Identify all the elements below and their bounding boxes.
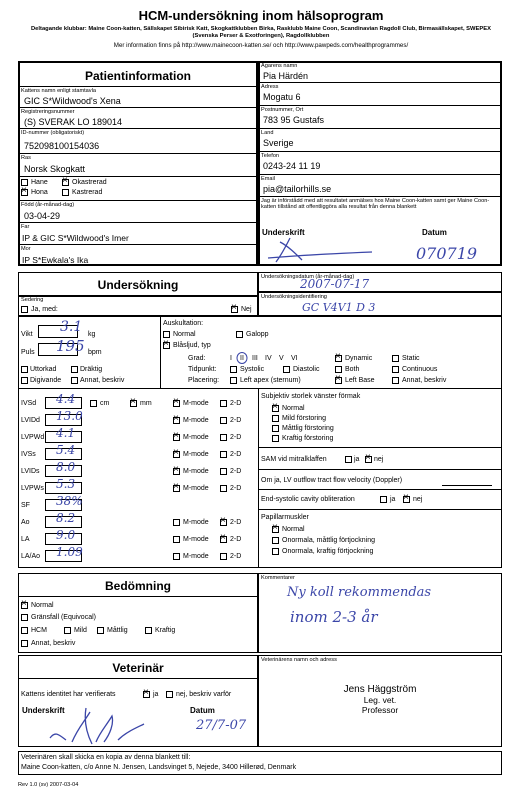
mmode-label: M-mode [183,519,209,526]
owner-date-label: Datum [422,228,447,237]
stamp-name: Jens Häggström [343,684,417,695]
left-apex-label: Left apex (sternum) [240,377,301,384]
assess-equivocal-label: Gränsfall (Equivocal) [31,614,96,621]
auscultation-label: Auskultation: [163,320,204,327]
placering-label: Placering: [188,377,220,384]
grade-2-circle [236,352,248,364]
mmode-checkbox[interactable] [173,536,180,543]
esco-label: End-systolic cavity obliteration [261,496,355,503]
exam-id: GC V4V1 D 3 [302,301,376,314]
static-checkbox[interactable] [392,355,399,362]
twod-label: 2-D [230,451,242,458]
breed-label: Ras [21,155,31,161]
twod-checkbox[interactable] [220,400,227,407]
breed: Norsk Skogkatt [24,164,86,174]
measurement-label: IVSd [21,400,37,407]
measurement-value: 13.0 [56,409,83,423]
twod-label: 2-D [230,400,242,407]
blasljud-checkbox[interactable] [163,342,170,349]
measurement-label: SF [21,502,30,509]
owner-name-label: Ägarens namn [261,63,298,69]
measurement-label: LVIDd [21,417,40,424]
measurement-label: LA/Ao [21,553,41,560]
diastolic-checkbox[interactable] [283,366,290,373]
mmode-checkbox[interactable] [173,417,180,424]
pap-normal-checkbox[interactable] [272,526,279,533]
measurement-label: LVIDs [21,468,40,475]
left-base-checkbox[interactable] [335,377,342,384]
mmode-checkbox[interactable] [173,434,180,441]
mm-label: mm [140,400,152,407]
mmode-checkbox[interactable] [173,519,180,526]
twod-label: 2-D [230,468,242,475]
sam-nej-label: nej [374,456,384,463]
sam-ja-label: ja [354,456,360,463]
grade-1[interactable]: I [230,355,232,362]
identity-ja-label: ja [153,691,159,698]
twod-checkbox[interactable] [220,553,227,560]
exam-heading: Undersökning [97,278,179,292]
pulse-label: Puls [21,349,35,356]
pap-kraftig-label: Onormala, kraftig förtjockning [282,548,374,555]
pulse-unit: bpm [88,349,102,356]
measurement-label: LVPWs [21,485,44,492]
cm-label: cm [100,400,110,407]
owner-email: pia@tailorhills.se [263,184,332,194]
measurement-value: 8.0 [56,460,76,474]
owner-email-label: Email [261,176,275,182]
born-label: Född (år-månad-dag) [21,202,75,208]
dynamic-checkbox[interactable] [335,355,342,362]
okastrerad-checkbox[interactable] [62,179,69,186]
twod-label: 2-D [230,417,242,424]
mmode-label: M-mode [183,417,209,424]
grad-label: Grad: [188,355,206,362]
assess-kraftig-label: Kraftig [155,627,176,634]
papillar-heading: Papillarmuskler [261,514,309,521]
annat-beskriv-checkbox[interactable] [392,377,399,384]
measurement-label: Ao [21,519,30,526]
measurement-value: 38% [56,494,83,508]
twod-checkbox[interactable] [220,485,227,492]
both-label: Both [345,366,360,373]
more-info-text: Mer information finns på http://www.mainecoon-katten.se/ och http://www.pawpeds.com/healthprogrammes/ [113,42,409,49]
vet-heading: Veterinär [112,661,164,675]
systolic-checkbox[interactable] [230,366,237,373]
assess-mattlig-checkbox[interactable] [97,627,104,634]
comments-label: Kommentarer [261,575,295,581]
lv-kraftig-label: Kraftig förstoring [282,435,334,442]
grade-3[interactable]: III [252,355,258,362]
vet-signature [40,702,150,746]
lv-mattlig-label: Måttlig förstoring [282,425,334,432]
measurement-value: 4.1 [56,426,76,440]
cat-name: GIC S*Wildwood's Xena [24,96,121,106]
twod-checkbox[interactable] [220,417,227,424]
measurement-value: 1.09 [56,545,83,559]
stamp-title-1: Leg. vet. [363,695,397,705]
assess-annat-checkbox[interactable] [21,640,28,647]
twod-checkbox[interactable] [220,434,227,441]
mmode-label: M-mode [183,434,209,441]
mmode-checkbox[interactable] [173,553,180,560]
sedation-no-label: Nej [241,306,252,313]
vet-signature-label: Underskrift [22,706,65,715]
assess-normal-checkbox[interactable] [21,602,28,609]
owner-signature-label: Underskrift [262,228,305,237]
mmode-checkbox[interactable] [173,451,180,458]
diastolic-label: Diastolic [293,366,320,373]
vet-date: 27/7-07 [196,718,247,733]
esco-ja-checkbox[interactable] [380,496,387,503]
lv-mild-label: Mild förstoring [282,415,326,422]
measurement-value: 8.2 [56,511,76,525]
pap-normal-label: Normal [282,526,305,533]
assess-normal-label: Normal [31,602,54,609]
reg-number: (S) SVERAK LO 189014 [24,117,123,127]
measurement-value: 4.4 [56,392,76,406]
draktig-label: Dräktig [80,366,103,373]
twod-label: 2-D [230,519,242,526]
lv-heading: Subjektiv storlek vänster förmak [261,393,361,400]
lv-kraftig-checkbox[interactable] [272,435,279,442]
lv-mild-checkbox[interactable] [272,415,279,422]
left-apex-checkbox[interactable] [230,377,237,384]
ausc-normal-label: Normal [173,331,196,338]
okastrerad-label: Okastrerad [72,179,107,186]
uttorkad-checkbox[interactable] [21,366,28,373]
id-label: ID-nummer (obligatoriskt) [21,130,85,136]
assess-mild-checkbox[interactable] [64,627,71,634]
mother: IP S*Ewkala's Ika [22,255,89,265]
annat-label: Annat, beskriv [80,377,125,384]
left-base-label: Left Base [345,377,375,384]
sam-nej-checkbox[interactable] [365,456,372,463]
owner-phone-label: Telefon [261,153,280,159]
mm-checkbox[interactable] [130,400,137,407]
identity-nej-label: nej, beskriv varför [176,691,232,698]
hona-checkbox[interactable] [21,189,28,196]
esco-nej-checkbox[interactable] [403,496,410,503]
pap-mattlig-checkbox[interactable] [272,537,279,544]
owner-address-label: Adress [261,84,279,90]
born-date: 03-04-29 [24,211,61,221]
cat-name-label: Kattens namn enligt stamtavla [21,88,96,94]
form-title: HCM-undersökning inom hälsoprogram [138,8,384,23]
sedation-yes-label: Ja, med: [31,306,58,313]
mmode-checkbox[interactable] [173,468,180,475]
assessment-heading: Bedömning [105,579,171,593]
tidpunkt-label: Tidpunkt: [188,366,217,373]
mother-label: Mor [21,246,31,252]
weight-unit: kg [88,331,96,338]
pap-mattlig-label: Onormala, måttlig förtjockning [282,537,375,544]
annat-checkbox[interactable] [71,377,78,384]
twod-checkbox[interactable] [220,519,227,526]
vet-identity-label: Kattens identitet har verifierats [21,691,116,698]
grade-5[interactable]: V [279,355,284,362]
blasljud-label: Blåsljud, typ [173,342,211,349]
pulse-value: 195 [56,337,85,355]
weight-value: 3.1 [60,319,83,335]
clubs-text: Deltagande klubbar: Maine Coon-katten, Sällskapet Sibirisk Katt, Skogkattklubben Birka, Rasklubb Maine Coon, Scandinavian Ragdoll Club, Birmasällskapet, SWEPEX (Svenska Perser & Exotforingen), Ragdollklubben [31,26,491,39]
patient-heading: Patientinformation [84,69,191,83]
uttorkad-label: Uttorkad [30,366,57,373]
assess-equivocal-checkbox[interactable] [21,614,28,621]
twod-label: 2-D [230,536,242,543]
mmode-label: M-mode [183,536,209,543]
measurement-value: 5.4 [56,443,76,457]
identity-ja-checkbox[interactable] [143,691,150,698]
dynamic-label: Dynamic [345,355,373,362]
assess-annat-label: Annat, beskriv [31,640,76,647]
father: IP & GIC S*Wildwood's Imer [22,233,129,243]
hona-label: Hona [31,189,48,196]
consent-text: Jag är införstådd med att resultatet anmälses hos Maine Coon-katten samt ger Maine Coon-katten tillstånd att offentliggöra alla resultat från denna blankett [261,198,490,210]
sedation-no-checkbox[interactable] [231,306,238,313]
twod-checkbox[interactable] [220,451,227,458]
sam-label: SAM vid mitralklaffen [261,456,327,463]
owner-phone: 0243-24 11 19 [263,161,321,171]
footer-line-1: Veterinären skall skicka en kopia av denna blankett till: [21,754,191,761]
clinic-label: Veterinärens namn och adress [261,657,337,663]
owner-address: Mogatu 6 [263,92,301,102]
assess-hcm-label: HCM [31,627,47,634]
sedation-label: Sedering [21,297,44,303]
kastrerad-label: Kastrerad [72,189,103,196]
lv-normal-label: Normal [282,405,305,412]
galopp-label: Galopp [246,331,269,338]
grade-2[interactable]: II [240,355,244,362]
assess-mild-label: Mild [74,627,87,634]
annat-beskriv-label: Annat, beskriv [402,377,447,384]
digivande-checkbox[interactable] [21,377,28,384]
grade-6[interactable]: VI [291,355,298,362]
measurement-label: IVSs [21,451,36,458]
owner-name: Pia Härdén [263,71,309,81]
owner-country: Sverige [263,138,294,148]
continuous-label: Continuous [402,366,438,373]
twod-checkbox[interactable] [220,468,227,475]
identity-nej-checkbox[interactable] [166,691,173,698]
mmode-label: M-mode [183,451,209,458]
stamp-title-2: Professor [361,705,399,715]
comment-line-2: inom 2-3 år [290,608,378,626]
pap-kraftig-checkbox[interactable] [272,548,279,555]
exam-date-label: Undersökningsdatum (år-månad-dag) [261,274,355,280]
mmode-checkbox[interactable] [173,485,180,492]
cm-checkbox[interactable] [90,400,97,407]
both-checkbox[interactable] [335,366,342,373]
exam-date: 2007-07-17 [300,277,370,291]
assess-hcm-checkbox[interactable] [21,627,28,634]
digivande-label: Digivande [30,377,62,384]
ausc-normal-checkbox[interactable] [163,331,170,338]
mmode-label: M-mode [183,553,209,560]
draktig-checkbox[interactable] [71,366,78,373]
kastrerad-checkbox[interactable] [62,189,69,196]
measurement-label: LVPWd [21,434,45,441]
hane-label: Hane [31,179,48,186]
grade-4[interactable]: IV [265,355,272,362]
mmode-label: M-mode [183,485,209,492]
esco-ja-label: ja [390,496,396,503]
twod-checkbox[interactable] [220,536,227,543]
measurement-label: LA [21,536,30,543]
sam-ja-checkbox[interactable] [345,456,352,463]
twod-label: 2-D [230,434,242,441]
revision-text: Rev 1.0 (sv) 2007-03-04 [18,782,79,788]
lvot-label: Om ja, LV outflow tract flow velocity (Doppler) [261,477,403,484]
owner-postal: 783 95 Gustafs [263,115,325,125]
assess-kraftig-checkbox[interactable] [145,627,152,634]
twod-label: 2-D [230,485,242,492]
footer-line-2: Maine Coon-katten, c/o Anne N. Jensen, Landsvinget 5, Nejede, 3400 Hillerød, Denmark [21,764,297,771]
assess-mattlig-label: Måttlig [107,627,128,634]
static-label: Static [402,355,420,362]
mmode-checkbox[interactable] [173,400,180,407]
exam-id-label: Undersökningsidentifiering [261,294,327,300]
lv-normal-checkbox[interactable] [272,405,279,412]
comment-line-1: Ny koll rekommendas [287,585,432,600]
owner-signature [262,236,382,264]
reg-label: Registreringsnummer [21,109,75,115]
owner-date: 070719 [416,244,478,263]
weight-label: Vikt [21,331,33,338]
mmode-label: M-mode [183,400,209,407]
sedation-yes-checkbox[interactable] [21,306,28,313]
owner-country-label: Land [261,130,274,136]
esco-nej-label: nej [413,496,423,503]
twod-label: 2-D [230,553,242,560]
father-label: Far [21,224,30,230]
systolic-label: Systolic [240,366,265,373]
measurement-value: 5.3 [56,477,76,491]
owner-postal-label: Postnummer, Ort [261,107,304,113]
id-number: 752098100154036 [24,141,100,151]
measurement-value: 9.0 [56,528,76,542]
mmode-label: M-mode [183,468,209,475]
galopp-checkbox[interactable] [236,331,243,338]
vet-date-label: Datum [190,706,215,715]
continuous-checkbox[interactable] [392,366,399,373]
lv-mattlig-checkbox[interactable] [272,425,279,432]
